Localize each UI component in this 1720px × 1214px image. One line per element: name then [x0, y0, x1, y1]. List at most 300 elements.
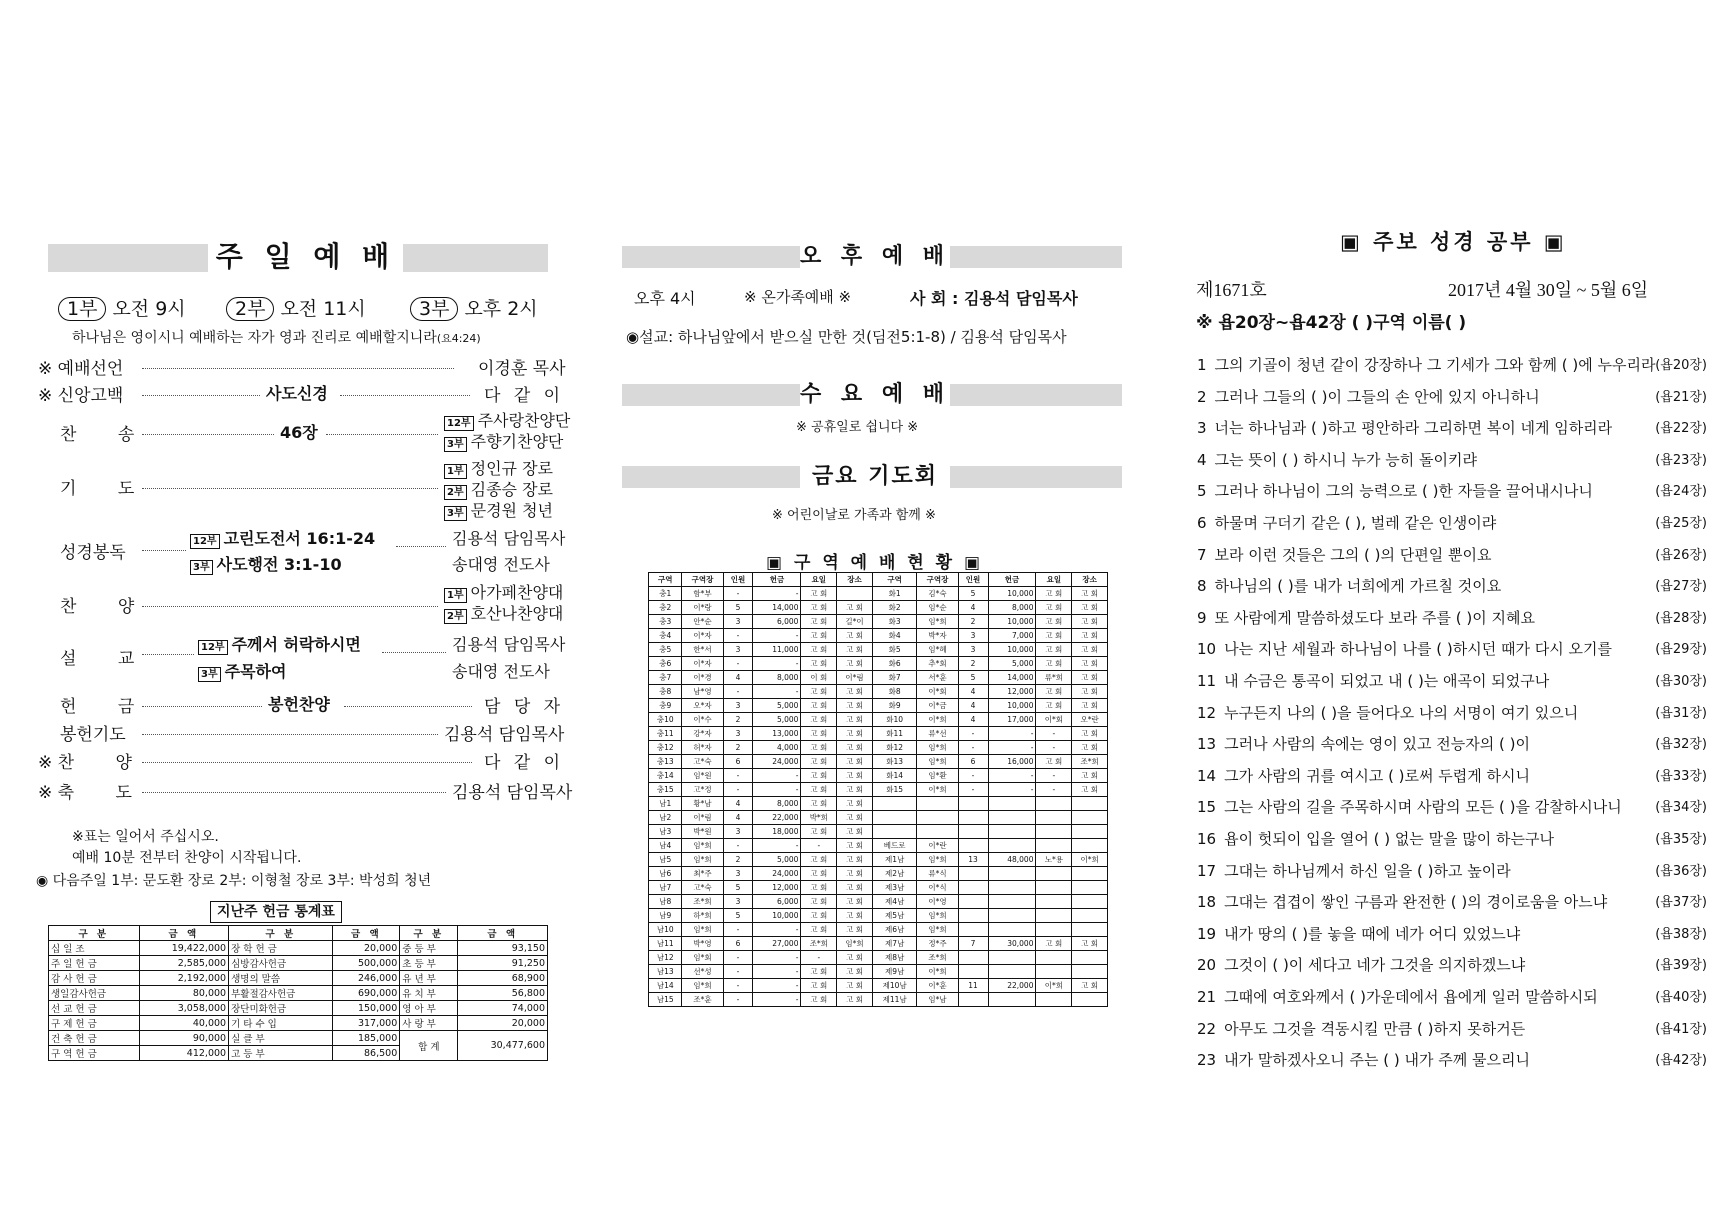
dot-leader: [396, 546, 446, 547]
table-cell: 류*선: [917, 727, 958, 741]
table-header-row: [649, 573, 1108, 587]
table-row: [649, 741, 1108, 755]
question-ref: (욥33장): [1655, 768, 1707, 784]
table-cell: [988, 839, 1036, 853]
table-cell: [917, 811, 958, 825]
table-cell: -: [753, 657, 801, 671]
table-cell: 화13: [872, 755, 917, 769]
table-cell: [1036, 825, 1072, 839]
table-cell: 고 회: [837, 979, 873, 993]
question-text: 그대는 겹겹이 쌓인 구름과 완전한 ( )의 경이로움을 아느냐: [1224, 893, 1608, 912]
order-reading-2: 3부 사도행전 3:1-10: [190, 552, 342, 575]
order-prayer-3: 3부 문경원 청년: [444, 498, 553, 521]
dot-leader: [142, 550, 186, 551]
table-cell: 고 회: [801, 979, 837, 993]
table-cell: 남9: [649, 909, 682, 923]
table-cell: 제3남: [872, 881, 917, 895]
question-number: 13: [1197, 735, 1217, 754]
table-cell: 고 회: [801, 587, 837, 601]
table-cell: 고 회: [837, 783, 873, 797]
order-offering-prayer-label: 봉헌기도: [60, 725, 126, 745]
table-cell-amount: 150,000: [333, 1001, 400, 1016]
table-cell: 고 회: [837, 629, 873, 643]
table-cell: 고 회: [837, 881, 873, 895]
table-row: [649, 895, 1108, 909]
question-ref: (욥24장): [1655, 484, 1707, 500]
question-text: 나는 지난 세월과 하나님이 나를 ( )하시던 때가 다시 오기를: [1224, 640, 1612, 659]
table-cell: 5: [958, 587, 988, 601]
table-cell: 8,000: [753, 671, 801, 685]
afternoon-type: ※ 온가족예배 ※: [744, 288, 852, 306]
table-cell: 고 회: [801, 853, 837, 867]
table-cell-amount: 185,000: [333, 1031, 400, 1046]
table-cell: 고 회: [837, 601, 873, 615]
table-cell-category: 심방감사헌금: [229, 956, 333, 971]
table-cell: 류*희: [1036, 671, 1072, 685]
table-cell: 제10남: [872, 979, 917, 993]
afternoon-title: 오 후 예 배: [800, 242, 950, 272]
table-cell: 22,000: [753, 811, 801, 825]
table-cell: 고 회: [1072, 601, 1108, 615]
table-cell: 이*자: [682, 629, 723, 643]
table-cell: 3: [958, 643, 988, 657]
table-cell: [958, 965, 988, 979]
table-cell: 충10: [649, 713, 682, 727]
table-row: [649, 979, 1108, 993]
table-cell: 고 회: [801, 755, 837, 769]
table-cell-amount: 2,192,000: [139, 971, 229, 986]
order-reading-2-reader: 송대영 전도사: [452, 555, 550, 574]
table-cell: 12,000: [988, 685, 1036, 699]
table-cell: -: [958, 769, 988, 783]
table-cell: 조*희: [1072, 755, 1108, 769]
question-number: 8: [1197, 577, 1207, 596]
standing-note: ※표는 일어서 주십시오.: [72, 829, 219, 845]
table-cell: 5,000: [753, 713, 801, 727]
question-number: 20: [1197, 956, 1217, 975]
table-row: [649, 727, 1108, 741]
table-cell: [1036, 867, 1072, 881]
table-cell: [1036, 811, 1072, 825]
order-praise-label: ※ 찬 양: [38, 753, 150, 773]
table-cell: 14,000: [753, 601, 801, 615]
table-cell: 고 회: [801, 657, 837, 671]
table-cell: 제4남: [872, 895, 917, 909]
question-number: 3: [1197, 419, 1207, 438]
table-cell: 이*희: [1036, 979, 1072, 993]
table-row: [49, 986, 548, 1001]
table-cell: 고 회: [801, 601, 837, 615]
table-cell: [837, 587, 873, 601]
table-cell: 충1: [649, 587, 682, 601]
table-cell: 조*희: [917, 951, 958, 965]
question-text: 욥이 헛되이 입을 열어 ( ) 없는 말을 많이 하는구나: [1224, 830, 1555, 848]
table-cell: 5,000: [753, 853, 801, 867]
question-text: 하물며 구더기 같은 ( ), 벌레 같은 인생이랴: [1214, 514, 1497, 532]
dot-leader: [142, 606, 438, 607]
table-cell: 고 회: [801, 797, 837, 811]
table-row: [649, 643, 1108, 657]
afternoon-sermon: ◉설교: 하나님앞에서 받으실 만한 것(딤전5:1-8) / 김용석 담임목사: [626, 328, 1067, 346]
table-cell: 3: [723, 643, 753, 657]
table-cell: 6,000: [753, 615, 801, 629]
table-cell: [1072, 797, 1108, 811]
table-cell: 박*원: [682, 825, 723, 839]
study-question: [1197, 480, 1707, 501]
table-cell: 이*수: [682, 713, 723, 727]
order-sermon-label: 설 교: [60, 649, 153, 669]
question-ref: (욥42장): [1655, 1053, 1707, 1069]
question-ref: (욥37장): [1655, 895, 1707, 911]
table-cell: 고 회: [801, 741, 837, 755]
question-text: 너는 하나님과 ( )하고 평안하라 그리하면 복이 네게 임하리라: [1214, 419, 1613, 438]
table-cell: 박*영: [682, 937, 723, 951]
table-cell: 고 회: [801, 909, 837, 923]
study-question: [1197, 638, 1707, 659]
table-cell: 고 회: [1072, 741, 1108, 755]
table-cell: [958, 923, 988, 937]
question-text: 그러나 그들의 ( )이 그들의 손 안에 있지 아니하니: [1214, 387, 1540, 406]
study-title: ▣ 주보 성경 공부 ▣: [1340, 230, 1567, 254]
table-cell: 2: [723, 853, 753, 867]
table-cell: 7,000: [988, 629, 1036, 643]
table-cell: 이*회: [1036, 713, 1072, 727]
table-cell: 임*남: [917, 993, 958, 1007]
table-header: 인원: [958, 573, 988, 587]
table-cell: 22,000: [988, 979, 1036, 993]
table-cell: 고 회: [837, 853, 873, 867]
table-cell: 6: [723, 755, 753, 769]
order-invocation-leader: 이경훈 목사: [478, 359, 566, 379]
order-hymn-label: 찬 송: [60, 425, 153, 445]
table-cell: [958, 993, 988, 1007]
question-ref: (욥29장): [1655, 642, 1707, 658]
table-cell: -: [753, 769, 801, 783]
table-cell: 제7남: [872, 937, 917, 951]
table-cell: [988, 825, 1036, 839]
table-cell: 박*자: [917, 629, 958, 643]
order-blessing-leader: 김용석 담임목사: [452, 783, 573, 803]
order-sermon-2-preacher: 송대영 전도사: [452, 662, 550, 681]
table-cell: 화3: [872, 615, 917, 629]
table-cell: [958, 881, 988, 895]
question-number: 4: [1197, 450, 1207, 469]
table-cell: 고 회: [1036, 657, 1072, 671]
table-row: [649, 881, 1108, 895]
question-ref: (욥39장): [1655, 958, 1707, 974]
dot-leader: [326, 434, 438, 435]
table-cell: 임*희: [917, 853, 958, 867]
table-cell: [872, 797, 917, 811]
table-cell: 12,000: [753, 881, 801, 895]
table-cell-amount: 91,250: [458, 956, 548, 971]
table-cell: 화5: [872, 643, 917, 657]
table-cell: 고*숙: [682, 755, 723, 769]
table-cell: 이*경: [682, 671, 723, 685]
table-cell: 제2남: [872, 867, 917, 881]
table-cell: -: [988, 727, 1036, 741]
table-row: [649, 839, 1108, 853]
table-cell: 조*희: [801, 937, 837, 951]
table-cell: 고 회: [837, 769, 873, 783]
table-cell-amount: 93,150: [458, 941, 548, 956]
praise-start-note: 예배 10분 전부터 찬양이 시작됩니다.: [72, 850, 302, 866]
table-cell: -: [723, 629, 753, 643]
study-question: [1197, 954, 1707, 975]
table-cell: 고 회: [837, 909, 873, 923]
table-cell: [1072, 951, 1108, 965]
table-cell: 이*희: [917, 965, 958, 979]
order-offering-leader: 담 당 자: [484, 697, 565, 717]
order-sermon-1: 12부 주께서 허락하시면: [198, 632, 361, 655]
question-number: 14: [1197, 766, 1217, 785]
table-cell: [1072, 811, 1108, 825]
question-number: 5: [1197, 482, 1207, 501]
table-cell: [988, 951, 1036, 965]
table-cell: -: [723, 965, 753, 979]
study-dates: 2017년 4월 30일 ~ 5월 6일: [1448, 280, 1649, 300]
table-cell: [988, 923, 1036, 937]
table-cell: 3: [723, 895, 753, 909]
table-cell: 하*희: [682, 909, 723, 923]
offering-stats-title: 지난주 헌금 통계표: [210, 901, 342, 923]
table-cell: [958, 867, 988, 881]
table-cell: 최*주: [682, 867, 723, 881]
table-cell: 고 회: [801, 825, 837, 839]
table-cell-category: 생일감사헌금: [49, 986, 140, 1001]
order-sermon-1-preacher: 김용석 담임목사: [452, 635, 566, 654]
question-text: 그러나 사람의 속에는 영이 있고 전능자의 ( )이: [1224, 735, 1530, 754]
order-hymn-choir-2: 3부 주향기찬양단: [444, 429, 563, 452]
table-cell: 화7: [872, 671, 917, 685]
question-text: 그는 사람의 길을 주목하시며 사람의 모든 ( )을 감찰하시나니: [1224, 798, 1622, 817]
table-cell: 고 회: [801, 895, 837, 909]
table-cell: 남11: [649, 937, 682, 951]
study-question: [1197, 1049, 1707, 1070]
table-row: [49, 971, 548, 986]
question-number: 16: [1197, 830, 1217, 848]
table-cell-category: 기 타 수 입: [229, 1016, 333, 1031]
question-number: 10: [1197, 640, 1217, 659]
table-cell: 이*자: [682, 657, 723, 671]
table-cell: 충4: [649, 629, 682, 643]
table-row: [649, 615, 1108, 629]
table-cell: [1072, 881, 1108, 895]
study-question: [1197, 449, 1707, 470]
table-cell: 13,000: [753, 727, 801, 741]
table-cell: 임*원: [682, 769, 723, 783]
table-cell: 고 회: [801, 923, 837, 937]
table-cell: 4: [958, 699, 988, 713]
table-cell-category: 장 학 헌 금: [229, 941, 333, 956]
study-question: [1197, 702, 1707, 723]
table-cell: 강*자: [682, 727, 723, 741]
table-cell-amount: 68,900: [458, 971, 548, 986]
table-cell: [1036, 951, 1072, 965]
table-cell: 10,000: [988, 699, 1036, 713]
table-cell-category: 유 치 부: [400, 986, 458, 1001]
table-cell: 이*영: [917, 895, 958, 909]
table-cell: 이*식: [917, 881, 958, 895]
table-cell: 고 회: [837, 923, 873, 937]
table-cell: 임*순: [917, 601, 958, 615]
table-cell-category: 실 클 부: [229, 1031, 333, 1046]
table-cell: 화10: [872, 713, 917, 727]
table-row: [649, 713, 1108, 727]
table-cell: -: [723, 923, 753, 937]
table-cell: -: [958, 727, 988, 741]
table-row: [649, 923, 1108, 937]
table-cell: 선*성: [682, 965, 723, 979]
dot-leader: [142, 434, 274, 435]
sunday-title: 주 일 예 배: [208, 238, 403, 276]
question-number: 9: [1197, 608, 1207, 627]
table-cell: 고 회: [801, 615, 837, 629]
study-question: [1197, 796, 1707, 817]
table-cell: 한*서: [682, 643, 723, 657]
question-ref: (욥31장): [1655, 705, 1707, 721]
table-cell: -: [753, 587, 801, 601]
question-text: 그러나 하나님이 그의 능력으로 ( )한 자들을 끌어내시나니: [1214, 482, 1593, 501]
question-text: 그때에 여호와께서 ( )가운데에서 욥에게 일러 말씀하시되: [1224, 988, 1598, 1006]
table-row: [49, 1016, 548, 1031]
order-offering-label: 헌 금: [60, 697, 153, 717]
table-cell: 고*숙: [682, 881, 723, 895]
table-row: [649, 769, 1108, 783]
table-cell: 4: [958, 713, 988, 727]
question-ref: (욥27장): [1655, 579, 1707, 595]
table-cell: 10,000: [988, 615, 1036, 629]
total-amount: 30,477,600: [458, 1031, 548, 1061]
next-week-prayer: ◉ 다음주일 1부: 문도환 장로 2부: 이형철 장로 3부: 박성희 청년: [36, 873, 432, 889]
table-cell: 충8: [649, 685, 682, 699]
table-row: [649, 755, 1108, 769]
study-question: [1197, 828, 1707, 849]
table-cell-category: 장단미화헌금: [229, 1001, 333, 1016]
table-cell: 고 회: [1036, 643, 1072, 657]
table-cell: 남5: [649, 853, 682, 867]
study-question: [1197, 765, 1707, 786]
table-cell: [1072, 993, 1108, 1007]
table-cell: 박*희: [801, 811, 837, 825]
study-question: [1197, 891, 1707, 912]
table-cell: -: [753, 629, 801, 643]
table-cell: 이*희: [917, 713, 958, 727]
table-cell: 임*희: [917, 755, 958, 769]
table-header-row: [49, 926, 548, 941]
table-cell: 안*순: [682, 615, 723, 629]
table-cell: 이*회: [917, 685, 958, 699]
table-cell: [958, 825, 988, 839]
order-prayer-1: 1부 정인규 장로: [444, 456, 553, 479]
table-cell: 노*용: [1036, 853, 1072, 867]
table-cell: 임*희: [837, 937, 873, 951]
table-cell: 고 회: [801, 867, 837, 881]
table-cell: -: [723, 657, 753, 671]
question-ref: (욥22장): [1655, 421, 1707, 437]
table-cell-amount: 20,000: [458, 1016, 548, 1031]
table-cell: 화2: [872, 601, 917, 615]
question-ref: (욥21장): [1655, 389, 1707, 405]
table-cell: -: [723, 587, 753, 601]
table-cell: 조*훈: [682, 993, 723, 1007]
table-cell: 5,000: [753, 699, 801, 713]
table-cell: 고 회: [1072, 727, 1108, 741]
table-cell: [1036, 895, 1072, 909]
friday-note: ※ 어린이날로 가족과 함께 ※: [772, 508, 936, 523]
order-choir-label: 찬 양: [60, 597, 153, 617]
study-question: [1197, 386, 1707, 407]
table-cell: 고 회: [1036, 755, 1072, 769]
table-header: 금 액: [139, 926, 229, 941]
question-text: 그는 뜻이 ( ) 하시니 누가 능히 돌이키랴: [1214, 450, 1477, 469]
table-row: [649, 783, 1108, 797]
study-question: [1197, 1018, 1707, 1039]
study-question: [1197, 607, 1707, 628]
table-cell: [872, 825, 917, 839]
table-cell: 충9: [649, 699, 682, 713]
table-cell: 이*랑: [682, 601, 723, 615]
table-cell: 고 회: [1072, 671, 1108, 685]
table-cell-amount: 80,000: [139, 986, 229, 1001]
table-cell-category: 십 일 조: [49, 941, 140, 956]
question-number: 12: [1197, 703, 1217, 722]
table-cell: 고 회: [1072, 629, 1108, 643]
dot-leader: [344, 706, 472, 707]
table-cell: 고 회: [837, 867, 873, 881]
table-header: 구역장: [682, 573, 723, 587]
afternoon-host: 사 회 : 김용석 담임목사: [910, 289, 1078, 308]
table-cell: 이*림: [837, 671, 873, 685]
table-cell: 3: [723, 825, 753, 839]
table-cell: 임*회: [682, 951, 723, 965]
table-cell: 고 회: [1036, 601, 1072, 615]
table-cell: 고 회: [837, 993, 873, 1007]
table-header: 장소: [837, 573, 873, 587]
table-cell: 화12: [872, 741, 917, 755]
table-cell: 화15: [872, 783, 917, 797]
dot-leader: [142, 734, 438, 735]
table-cell: 고 회: [801, 699, 837, 713]
table-cell: -: [988, 769, 1036, 783]
table-cell: [1072, 923, 1108, 937]
question-text: 그것이 ( )이 세다고 네가 그것을 의지하겠느냐: [1224, 956, 1526, 975]
table-cell: 남13: [649, 965, 682, 979]
table-row: [649, 867, 1108, 881]
question-ref: (욥36장): [1655, 863, 1707, 879]
table-cell: [1072, 867, 1108, 881]
table-cell-category: 중 등 부: [400, 941, 458, 956]
table-cell: 16,000: [988, 755, 1036, 769]
table-row: [649, 657, 1108, 671]
table-cell: 화8: [872, 685, 917, 699]
table-cell: 충3: [649, 615, 682, 629]
table-header: 구 분: [229, 926, 333, 941]
table-cell: [1036, 923, 1072, 937]
table-cell: -: [1036, 741, 1072, 755]
order-offering-prayer-leader: 김용석 담임목사: [444, 725, 565, 745]
order-blessing-label: ※ 축 도: [38, 783, 150, 803]
table-cell: 17,000: [988, 713, 1036, 727]
table-cell: 6: [958, 755, 988, 769]
table-cell: 충7: [649, 671, 682, 685]
table-row: [649, 601, 1108, 615]
table-cell: 정*주: [917, 937, 958, 951]
question-number: 23: [1197, 1051, 1217, 1070]
table-cell-category: 유 년 부: [400, 971, 458, 986]
table-cell: [988, 895, 1036, 909]
table-cell: [958, 951, 988, 965]
